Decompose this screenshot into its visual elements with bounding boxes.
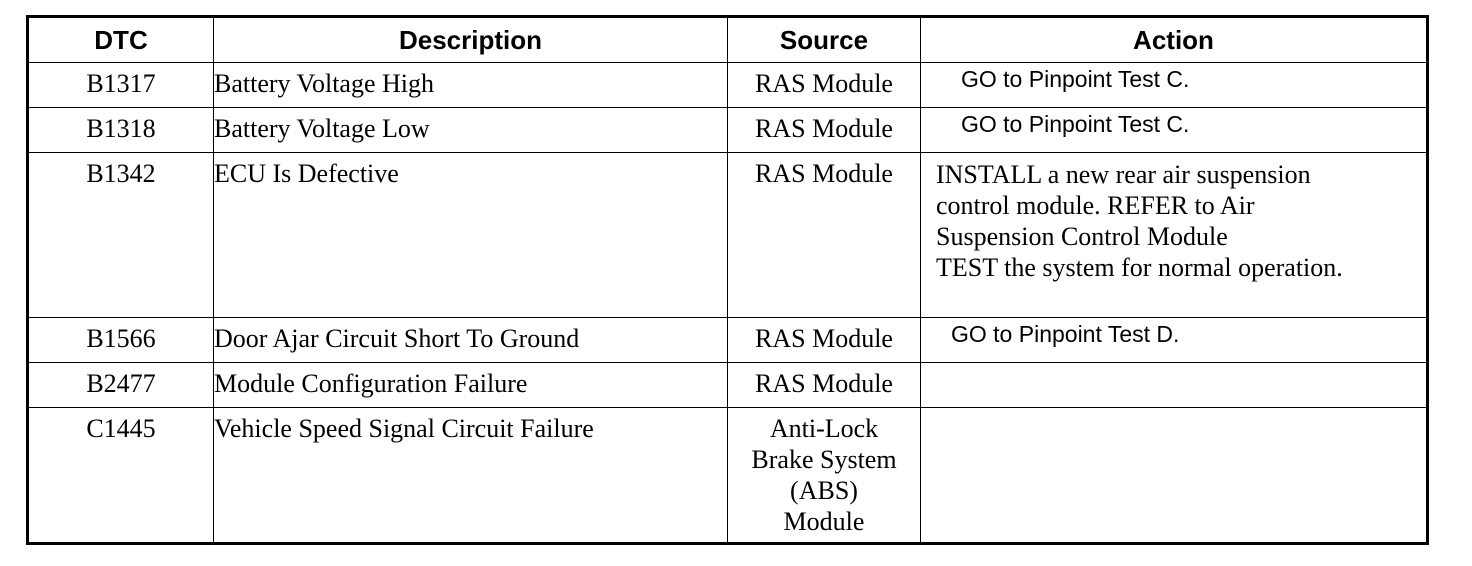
source-text: RAS Module (755, 114, 893, 143)
dtc-table (26, 15, 1429, 545)
action-text-line: control module. REFER to Air (936, 191, 1255, 220)
action-cell (921, 408, 1428, 544)
description-cell (214, 63, 728, 108)
source-text-line: Module (783, 507, 865, 536)
source-cell (728, 363, 921, 408)
description-cell (214, 153, 728, 318)
dtc-code: B1318 (86, 114, 156, 143)
dtc-code: B1317 (86, 69, 156, 98)
source-cell (728, 153, 921, 318)
source-cell (728, 108, 921, 153)
action-cell (921, 108, 1428, 153)
action-cell (921, 363, 1428, 408)
action-text-line: TEST the system for normal operation. (936, 253, 1343, 282)
action-cell (921, 63, 1428, 108)
dtc-cell (28, 153, 214, 318)
source-cell (728, 408, 921, 544)
header-dtc: DTC (28, 17, 214, 63)
source-text: RAS Module (755, 369, 893, 398)
dtc-cell (28, 318, 214, 363)
table-row (28, 108, 1428, 153)
source-text: RAS Module (755, 159, 893, 188)
action-text: GO to Pinpoint Test C. (961, 66, 1190, 92)
description-text: Battery Voltage High (214, 69, 435, 98)
dtc-cell (28, 108, 214, 153)
dtc-cell (28, 363, 214, 408)
table-row (28, 153, 1428, 318)
description-text: Vehicle Speed Signal Circuit Failure (214, 414, 594, 443)
source-text-line: Brake System (751, 445, 897, 474)
action-text-line: Suspension Control Module (936, 222, 1228, 251)
table-row (28, 408, 1428, 544)
dtc-code: B1342 (86, 159, 156, 188)
dtc-cell (28, 408, 214, 544)
dtc-code: B1566 (86, 324, 156, 353)
table-row (28, 318, 1428, 363)
source-cell (728, 318, 921, 363)
description-text: Module Configuration Failure (214, 369, 528, 398)
description-text: ECU Is Defective (214, 159, 399, 188)
source-text-line: (ABS) (790, 476, 858, 505)
dtc-cell (28, 63, 214, 108)
description-cell (214, 108, 728, 153)
action-text: GO to Pinpoint Test C. (961, 111, 1190, 137)
dtc-code: C1445 (86, 414, 156, 443)
description-cell (214, 318, 728, 363)
action-cell (921, 318, 1428, 363)
description-cell (214, 363, 728, 408)
header-description: Description (214, 17, 728, 63)
header-source: Source (728, 17, 921, 63)
source-text: RAS Module (755, 69, 893, 98)
description-text: Door Ajar Circuit Short To Ground (214, 324, 580, 353)
action-text: GO to Pinpoint Test D. (951, 321, 1180, 347)
source-cell (728, 63, 921, 108)
action-cell (921, 153, 1428, 318)
description-text: Battery Voltage Low (214, 114, 430, 143)
header-action: Action (921, 17, 1428, 63)
table-row (28, 363, 1428, 408)
description-cell (214, 408, 728, 544)
header-row (28, 17, 1428, 63)
table-row (28, 63, 1428, 108)
action-text-line: INSTALL a new rear air suspension (936, 160, 1311, 189)
source-text: RAS Module (755, 324, 893, 353)
source-text-line: Anti-Lock (769, 414, 879, 443)
dtc-code: B2477 (86, 369, 156, 398)
